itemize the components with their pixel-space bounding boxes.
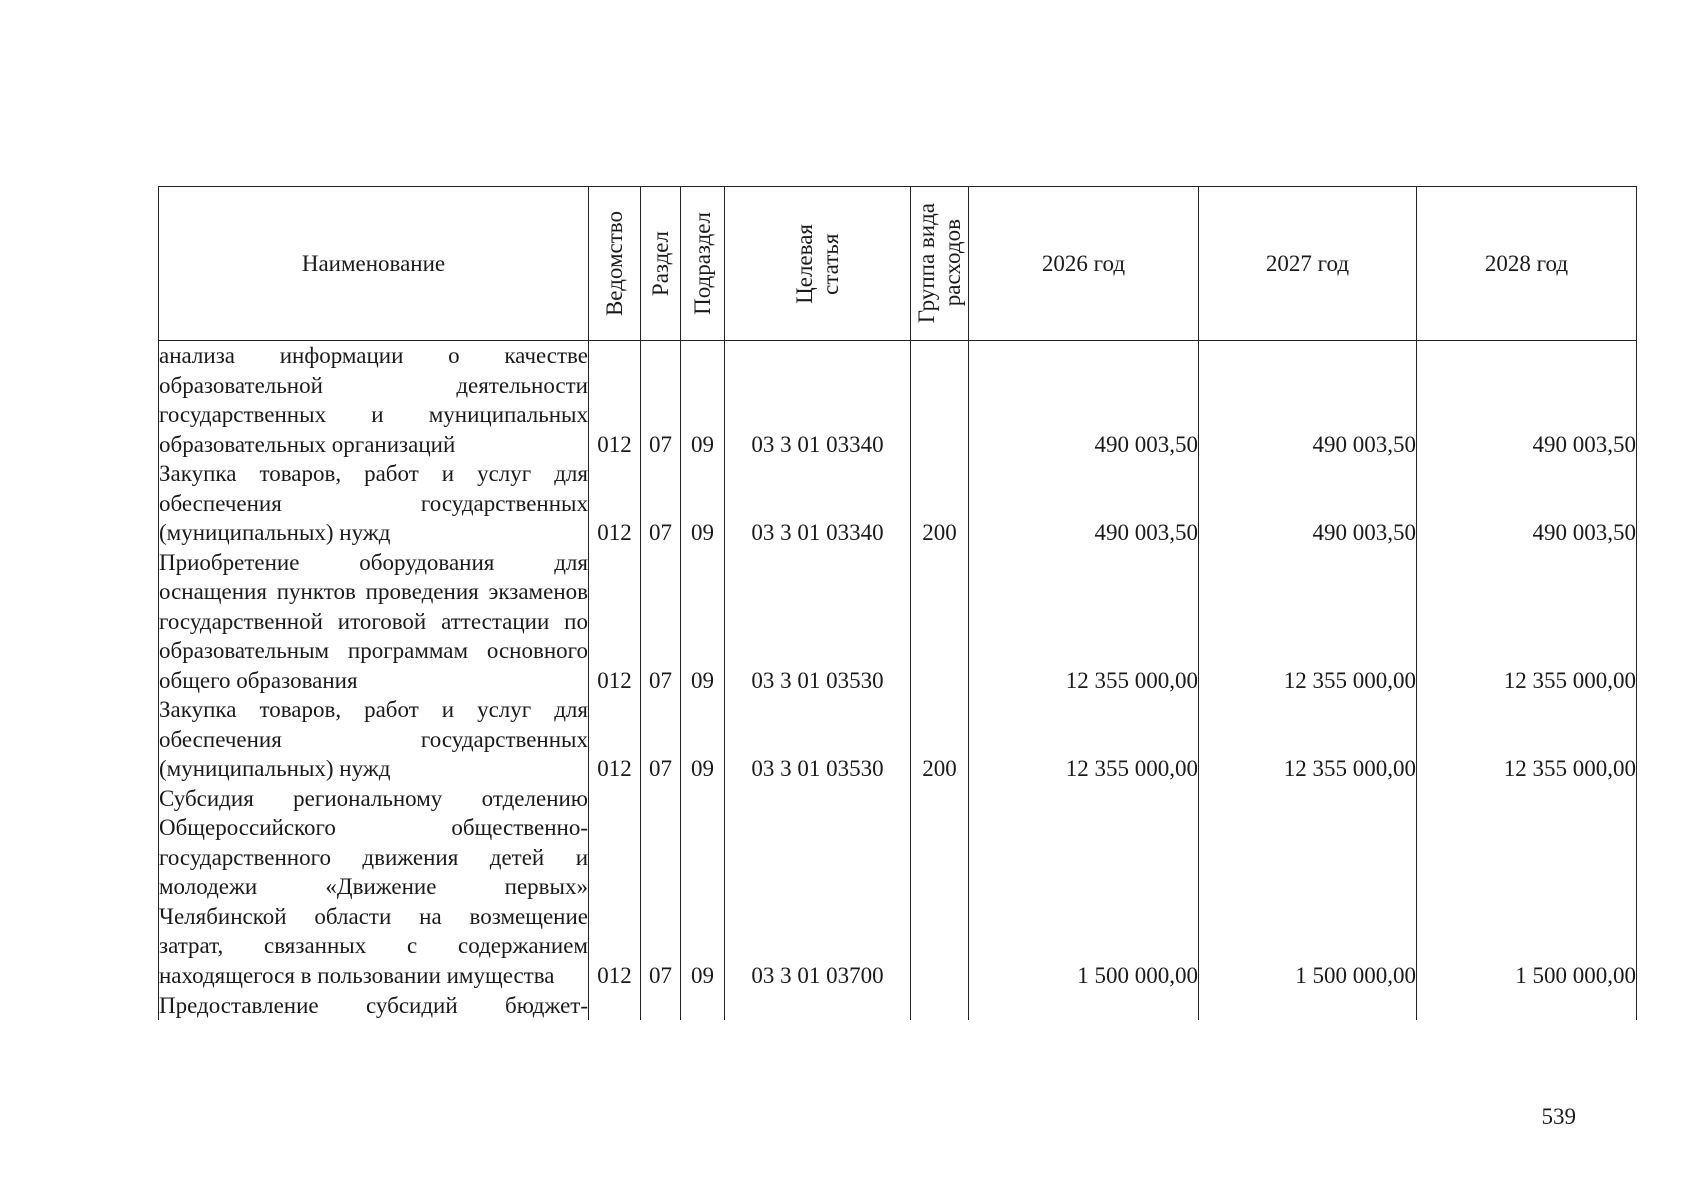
row-2027: 1 500 000,00 bbox=[1199, 784, 1417, 991]
header-target: Целевая статья bbox=[725, 187, 911, 341]
row-section: 07 bbox=[641, 548, 681, 696]
row-2026: 12 355 000,00 bbox=[969, 548, 1199, 696]
row-group: 200 bbox=[911, 459, 969, 548]
header-name: Наименование bbox=[159, 187, 589, 341]
table-header-row bbox=[159, 187, 1637, 341]
row-2028: 490 003,50 bbox=[1417, 459, 1637, 548]
row-group bbox=[911, 548, 969, 696]
row-subsection: 09 bbox=[681, 341, 725, 460]
row-2027 bbox=[1199, 990, 1417, 1020]
row-2026: 12 355 000,00 bbox=[969, 695, 1199, 784]
header-2026: 2026 год bbox=[969, 187, 1199, 341]
row-2027: 12 355 000,00 bbox=[1199, 695, 1417, 784]
row-2026: 490 003,50 bbox=[969, 459, 1199, 548]
header-subsection: Подраздел bbox=[681, 187, 725, 341]
header-2027: 2027 год bbox=[1199, 187, 1417, 341]
row-group bbox=[911, 990, 969, 1020]
row-2028: 490 003,50 bbox=[1417, 341, 1637, 460]
budget-table bbox=[158, 186, 1637, 1020]
row-name: Закупка товаров, работ и услуг для обеспечения государственных (муниципальных) нужд bbox=[159, 695, 589, 784]
row-dept bbox=[589, 990, 641, 1020]
row-name: Закупка товаров, работ и услуг для обеспечения государственных (муниципальных) нужд bbox=[159, 459, 589, 548]
table-row bbox=[159, 548, 1637, 696]
header-section: Раздел bbox=[641, 187, 681, 341]
table-row bbox=[159, 784, 1637, 991]
row-subsection: 09 bbox=[681, 695, 725, 784]
table-row bbox=[159, 695, 1637, 784]
page-number: 539 bbox=[1541, 1104, 1576, 1129]
row-2028: 1 500 000,00 bbox=[1417, 784, 1637, 991]
row-2027: 490 003,50 bbox=[1199, 341, 1417, 460]
row-dept: 012 bbox=[589, 459, 641, 548]
row-target: 03 3 01 03340 bbox=[725, 341, 911, 460]
row-2028: 12 355 000,00 bbox=[1417, 695, 1637, 784]
row-2027: 12 355 000,00 bbox=[1199, 548, 1417, 696]
row-2026: 1 500 000,00 bbox=[969, 784, 1199, 991]
row-name: Предоставление субсидий бюджет- bbox=[159, 990, 589, 1020]
row-subsection: 09 bbox=[681, 548, 725, 696]
row-2028: 12 355 000,00 bbox=[1417, 548, 1637, 696]
row-section: 07 bbox=[641, 784, 681, 991]
row-section: 07 bbox=[641, 695, 681, 784]
header-group: Группа вида расходов bbox=[911, 187, 969, 341]
row-subsection: 09 bbox=[681, 784, 725, 991]
row-target: 03 3 01 03530 bbox=[725, 548, 911, 696]
row-dept: 012 bbox=[589, 548, 641, 696]
row-target bbox=[725, 990, 911, 1020]
table-row bbox=[159, 459, 1637, 548]
row-target: 03 3 01 03340 bbox=[725, 459, 911, 548]
table-row bbox=[159, 341, 1637, 460]
row-subsection bbox=[681, 990, 725, 1020]
row-section: 07 bbox=[641, 459, 681, 548]
row-2026: 490 003,50 bbox=[969, 341, 1199, 460]
row-name: анализа информации о качестве образовательной деятельности государственных и муниципальных образовательных организаций bbox=[159, 341, 589, 460]
header-2028: 2028 год bbox=[1417, 187, 1637, 341]
row-dept: 012 bbox=[589, 695, 641, 784]
row-section: 07 bbox=[641, 341, 681, 460]
row-target: 03 3 01 03700 bbox=[725, 784, 911, 991]
row-target: 03 3 01 03530 bbox=[725, 695, 911, 784]
row-2028 bbox=[1417, 990, 1637, 1020]
header-dept: Ведомство bbox=[589, 187, 641, 341]
row-dept: 012 bbox=[589, 341, 641, 460]
row-2026 bbox=[969, 990, 1199, 1020]
row-2027: 490 003,50 bbox=[1199, 459, 1417, 548]
row-dept: 012 bbox=[589, 784, 641, 991]
row-name: Субсидия региональному отделению Общероссийского общественно-государственного движения детей и молодежи «Движение первых» Челябинской области на возмещение затрат, связанных с содержанием находящегося в пользовании имущества bbox=[159, 784, 589, 991]
row-subsection: 09 bbox=[681, 459, 725, 548]
table-row bbox=[159, 990, 1637, 1020]
row-name: Приобретение оборудования для оснащения пунктов проведения экзаменов государственной итоговой аттестации по образовательным программам основного общего образования bbox=[159, 548, 589, 696]
row-group bbox=[911, 784, 969, 991]
row-group bbox=[911, 341, 969, 460]
row-group: 200 bbox=[911, 695, 969, 784]
row-section bbox=[641, 990, 681, 1020]
